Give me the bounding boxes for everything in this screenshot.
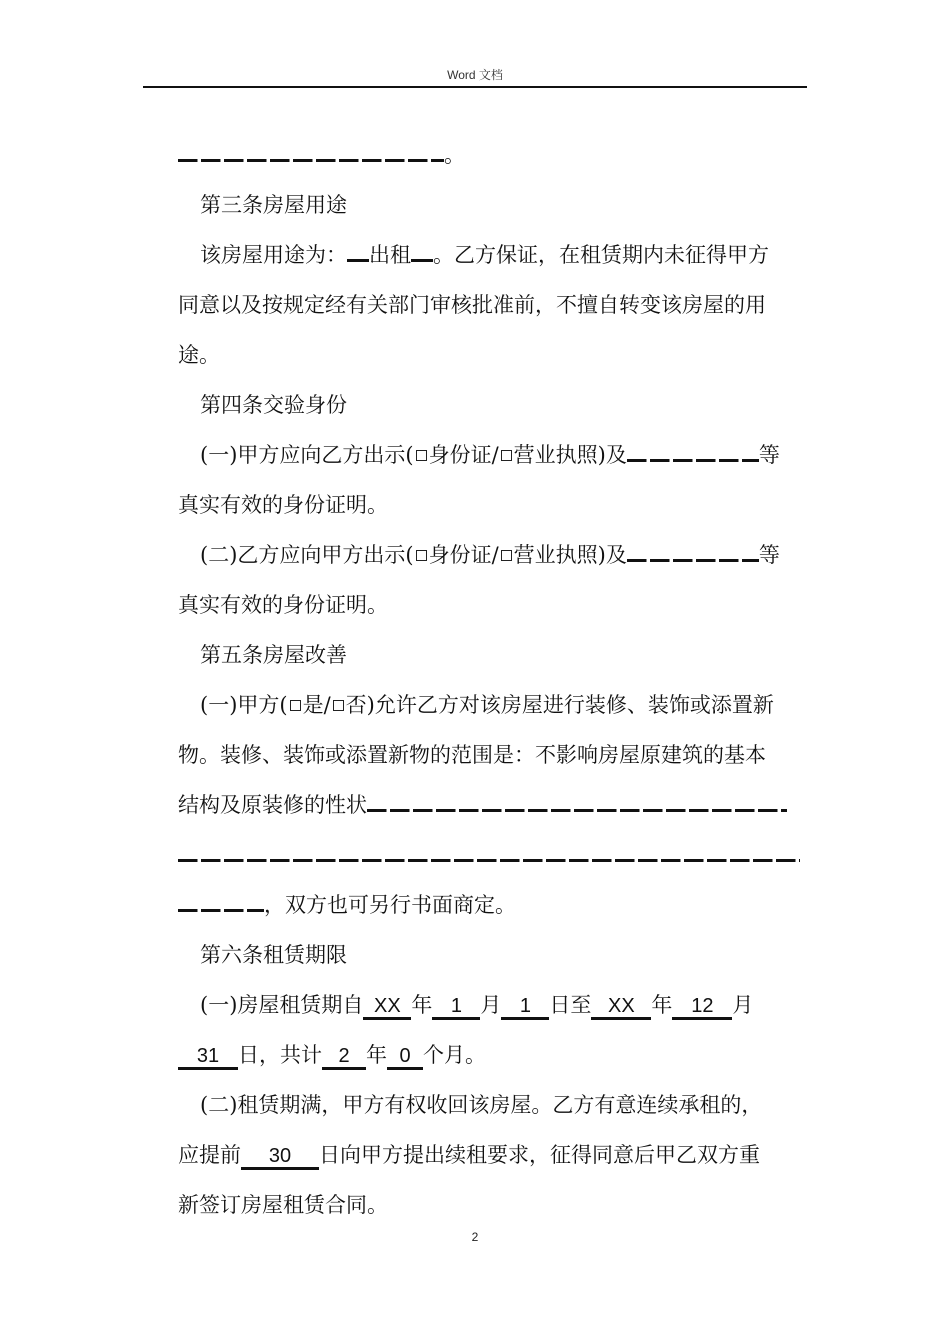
underline [411,237,433,262]
article-4-item-2: (二)乙方应向甲方出示( 身份证/ 营业执照)及 等 [178,530,806,580]
article-3-line-1: 该房屋用途为： 出租 。乙方保证，在租赁期内未征得甲方 [178,230,806,280]
checkbox-no[interactable] [333,700,344,711]
checkbox-business-license[interactable] [501,450,512,461]
article-5-title: 第五条房屋改善 [200,643,347,667]
checkbox-id-card[interactable] [416,450,427,461]
checkbox-yes[interactable] [290,700,301,711]
notice-days: 30 [241,1145,319,1170]
article-4-item-1-cont: 真实有效的身份证明。 [178,493,388,517]
article-5-line-5: ，双方也可另行书面商定。 [178,880,806,930]
article-4-item-2-cont: 真实有效的身份证明。 [178,593,388,617]
underline [347,237,369,262]
article-5-line-1: (一)甲方( 是/ 否)允许乙方对该房屋进行装修、装饰或添置新 [200,693,774,717]
blank-underline [178,840,800,862]
article-6-item-1-cont: 31 日，共计 2 年 0 个月。 [178,1030,806,1080]
article-3-line-3: 途。 [178,343,220,367]
document-body [178,130,806,1230]
article-5-line-3: 结构及原装修的性状 [178,780,806,830]
blank-underline [627,540,759,562]
period: 。 [444,143,465,167]
page-header: Word 文档 [447,68,503,82]
blank-underline [178,890,264,912]
article-6-title: 第六条租赁期限 [200,943,347,967]
use-value: 出租 [369,243,411,267]
term-months: 0 [387,1045,423,1070]
article-6-item-2-cont: 应提前 30 日向甲方提出续租要求，征得同意后甲乙双方重 [178,1130,806,1180]
blank-underline [178,140,444,162]
page-number: 2 [471,1230,479,1244]
end-year: XX [591,995,651,1020]
start-year: XX [363,995,411,1020]
article-3-title: 第三条房屋用途 [200,193,347,217]
article-4-item-1: (一)甲方应向乙方出示( 身份证/ 营业执照)及 等 [178,430,806,480]
start-month: 1 [432,995,480,1020]
blank-underline [367,790,787,812]
end-day: 31 [178,1045,238,1070]
blank-line [178,130,806,180]
article-4-title: 第四条交验身份 [200,393,347,417]
article-6-item-1: (一)房屋租赁期自 XX 年 1 月 1 日至 XX 年 12 月 [178,980,806,1030]
term-years: 2 [322,1045,366,1070]
article-5-line-2: 物。装修、装饰或添置新物的范围是：不影响房屋原建筑的基本 [178,743,766,767]
end-month: 12 [672,995,732,1020]
checkbox-business-license[interactable] [501,550,512,561]
checkbox-id-card[interactable] [416,550,427,561]
start-day: 1 [501,995,549,1020]
article-6-item-2-end: 新签订房屋租赁合同。 [178,1193,388,1217]
blank-underline [627,440,759,462]
article-6-item-2: (二)租赁期满，甲方有权收回该房屋。乙方有意连续承租的， [200,1093,763,1117]
article-5-line-4 [178,830,806,880]
article-3-line-2: 同意以及按规定经有关部门审核批准前，不擅自转变该房屋的用 [178,293,766,317]
header-rule [143,86,807,88]
